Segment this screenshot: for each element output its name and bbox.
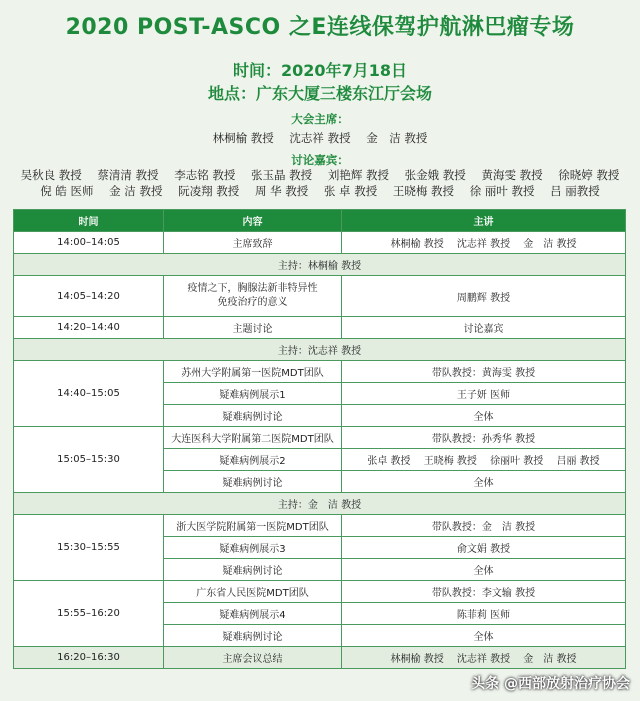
discussant-name: 张金娥 教授	[404, 168, 466, 182]
discussant-name: 倪 皓 医师	[40, 184, 94, 198]
discussant-name: 张 卓 教授	[323, 184, 378, 198]
table-header-row	[14, 210, 626, 232]
speaker-cell	[342, 232, 626, 254]
page-title: 2020 POST-ASCO 之E连线保驾护航淋巴瘤专场	[65, 15, 575, 40]
time-cell: 15:05–15:30	[14, 427, 164, 493]
speaker-cell: 全体	[342, 625, 626, 647]
speaker-cell: 带队教授：金 洁 教授	[342, 515, 626, 537]
discussant-name: 张玉晶 教授	[251, 168, 313, 182]
col-header-speaker: 主讲	[342, 210, 626, 232]
schedule-table	[13, 209, 626, 669]
content-cell: 疑难病例讨论	[164, 625, 342, 647]
speaker-cell: 全体	[342, 559, 626, 581]
speaker-name: 沈志祥 教授	[456, 239, 511, 250]
host-cell: 主持：沈志祥 教授	[14, 339, 626, 361]
host-row	[14, 254, 626, 276]
content-cell: 疑难病例展示3	[164, 537, 342, 559]
discussants-label: 讨论嘉宾：	[291, 153, 349, 167]
speaker-name: 金 洁 教授	[523, 239, 577, 250]
table-row	[14, 427, 626, 449]
event-place: 地点：广东大厦三楼东江厅会场	[207, 84, 432, 103]
content-cell: 疑难病例展示2	[164, 449, 342, 471]
table-row	[14, 232, 626, 254]
speaker-name: 林桐榆 教授	[390, 239, 444, 250]
content-cell	[164, 276, 342, 317]
speaker-cell	[342, 449, 626, 471]
table-row	[14, 361, 626, 383]
content-cell: 疑难病例讨论	[164, 405, 342, 427]
discussant-name: 刘艳辉 教授	[327, 168, 389, 182]
host-cell: 主持：林桐榆 教授	[14, 254, 626, 276]
time-cell: 14:00–14:05	[14, 232, 164, 254]
content-cell: 大连医科大学附属第二医院MDT团队	[164, 427, 342, 449]
discussant-name: 黄海雯 教授	[481, 168, 543, 182]
chair-name: 沈志祥 教授	[289, 131, 351, 145]
table-row	[14, 515, 626, 537]
discussant-name: 李志铭 教授	[174, 168, 236, 182]
time-cell: 14:05–14:20	[14, 276, 164, 317]
speaker-name: 沈志祥 教授	[456, 654, 511, 665]
speaker-name: 张卓 教授	[367, 456, 411, 467]
content-cell: 浙大医学院附属第一医院MDT团队	[164, 515, 342, 537]
speaker-name: 徐丽叶 教授	[490, 456, 544, 467]
content-cell: 主题讨论	[164, 317, 342, 339]
time-cell: 15:55–16:20	[14, 581, 164, 647]
discussant-name: 吕 丽教授	[550, 184, 600, 198]
discussants-row	[0, 183, 640, 199]
table-row	[14, 317, 626, 339]
speaker-cell: 带队教授：李文输 教授	[342, 581, 626, 603]
speaker-cell	[342, 647, 626, 669]
content-cell: 疑难病例讨论	[164, 471, 342, 493]
speaker-cell: 全体	[342, 405, 626, 427]
discussant-name: 徐 丽叶 教授	[469, 184, 535, 198]
chair-name: 林桐榆 教授	[212, 131, 274, 145]
watermark: 头条 @西部放射治疗协会	[471, 676, 630, 692]
table-row	[14, 647, 626, 669]
speaker-name: 林桐榆 教授	[390, 654, 444, 665]
time-cell: 14:40–15:05	[14, 361, 164, 427]
content-cell: 苏州大学附属第一医院MDT团队	[164, 361, 342, 383]
speaker-cell: 带队教授：黄海雯 教授	[342, 361, 626, 383]
content-cell: 疑难病例展示1	[164, 383, 342, 405]
content-line: 免疫治疗的意义	[217, 297, 288, 308]
speaker-cell: 俞文娟 教授	[342, 537, 626, 559]
event-time: 时间：2020年7月18日	[233, 61, 407, 80]
speaker-cell: 全体	[342, 471, 626, 493]
chairs-list	[0, 130, 640, 146]
time-cell: 16:20–16:30	[14, 647, 164, 669]
host-cell: 主持：金 洁 教授	[14, 493, 626, 515]
speaker-cell: 周鹏辉 教授	[342, 276, 626, 317]
col-header-content: 内容	[164, 210, 342, 232]
discussants-row	[0, 167, 640, 183]
content-cell: 主席会议总结	[164, 647, 342, 669]
speaker-cell: 带队教授：孙秀华 教授	[342, 427, 626, 449]
speaker-cell: 讨论嘉宾	[342, 317, 626, 339]
speaker-name: 吕丽 教授	[556, 456, 600, 467]
col-header-time: 时间	[14, 210, 164, 232]
discussant-name: 周 华 教授	[254, 184, 309, 198]
content-cell: 广东省人民医院MDT团队	[164, 581, 342, 603]
speaker-cell: 陈菲莉 医师	[342, 603, 626, 625]
speaker-name: 王晓梅 教授	[423, 456, 477, 467]
chairs-label: 大会主席：	[291, 112, 349, 126]
host-row	[14, 493, 626, 515]
time-cell: 14:20–14:40	[14, 317, 164, 339]
table-row	[14, 276, 626, 317]
host-row	[14, 339, 626, 361]
speaker-name: 金 洁 教授	[523, 654, 577, 665]
time-cell: 15:30–15:55	[14, 515, 164, 581]
content-line: 疫情之下，胸腺法新非特异性	[187, 283, 318, 294]
discussant-name: 蔡清清 教授	[97, 168, 159, 182]
discussant-name: 徐晓婷 教授	[558, 168, 620, 182]
chair-name: 金 洁 教授	[366, 131, 428, 145]
discussant-name: 阮凌翔 教授	[178, 184, 240, 198]
content-cell: 疑难病例讨论	[164, 559, 342, 581]
discussant-name: 金 洁 教授	[109, 184, 163, 198]
content-cell: 主席致辞	[164, 232, 342, 254]
discussant-name: 吴秋良 教授	[20, 168, 82, 182]
content-cell: 疑难病例展示4	[164, 603, 342, 625]
discussant-name: 王晓梅 教授	[392, 184, 455, 198]
table-row	[14, 581, 626, 603]
speaker-cell: 王子妍 医师	[342, 383, 626, 405]
